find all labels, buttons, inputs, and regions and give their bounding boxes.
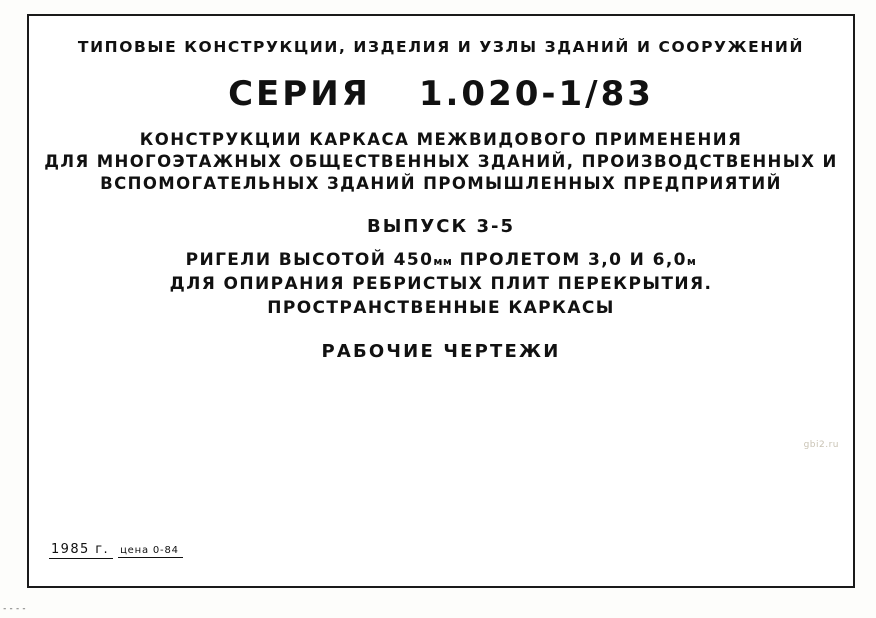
description-line-1: КОНСТРУКЦИИ КАРКАСА МЕЖВИДОВОГО ПРИМЕНЕНИЯ bbox=[139, 130, 743, 149]
year-label: 1985 г. bbox=[49, 542, 113, 559]
series-number: 1.020-1/83 bbox=[418, 74, 654, 114]
description-line-2: ДЛЯ МНОГОЭТАЖНЫХ ОБЩЕСТВЕННЫХ ЗДАНИЙ, ПРОИЗВОДСТВЕННЫХ И bbox=[44, 152, 838, 171]
issue-number: ВЫПУСК 3-5 bbox=[366, 216, 516, 237]
subject-line-2: ДЛЯ ОПИРАНИЯ РЕБРИСТЫХ ПЛИТ ПЕРЕКРЫТИЯ. bbox=[169, 274, 713, 294]
subject-line-1-part-a: РИГЕЛИ ВЫСОТОЙ 450 bbox=[185, 250, 434, 270]
price-label: цена 0-84 bbox=[118, 543, 183, 558]
subject-line-1 bbox=[29, 250, 853, 270]
subject-line-1-part-b: ПРОЛЕТОМ 3,0 И 6,0 bbox=[452, 250, 687, 270]
document-type: РАБОЧИЕ ЧЕРТЕЖИ bbox=[321, 341, 561, 362]
subject-line-3: ПРОСТРАНСТВЕННЫЕ КАРКАСЫ bbox=[267, 298, 615, 318]
watermark-text: gbi2.ru bbox=[803, 440, 839, 450]
drawing-frame-border bbox=[27, 14, 855, 588]
corner-registration-marks: ---- bbox=[2, 604, 28, 614]
subject-line-1-unit-m: м bbox=[686, 255, 697, 268]
document-header-line: ТИПОВЫЕ КОНСТРУКЦИИ, ИЗДЕЛИЯ И УЗЛЫ ЗДАНИЙ И СООРУЖЕНИЙ bbox=[77, 38, 805, 56]
description-line-3: ВСПОМОГАТЕЛЬНЫХ ЗДАНИЙ ПРОМЫШЛЕННЫХ ПРЕДПРИЯТИЙ bbox=[100, 174, 782, 193]
subject-line-1-unit-mm: мм bbox=[433, 255, 453, 268]
series-title-row bbox=[29, 74, 853, 114]
year-price-block bbox=[49, 538, 183, 559]
series-label: СЕРИЯ bbox=[228, 74, 371, 114]
